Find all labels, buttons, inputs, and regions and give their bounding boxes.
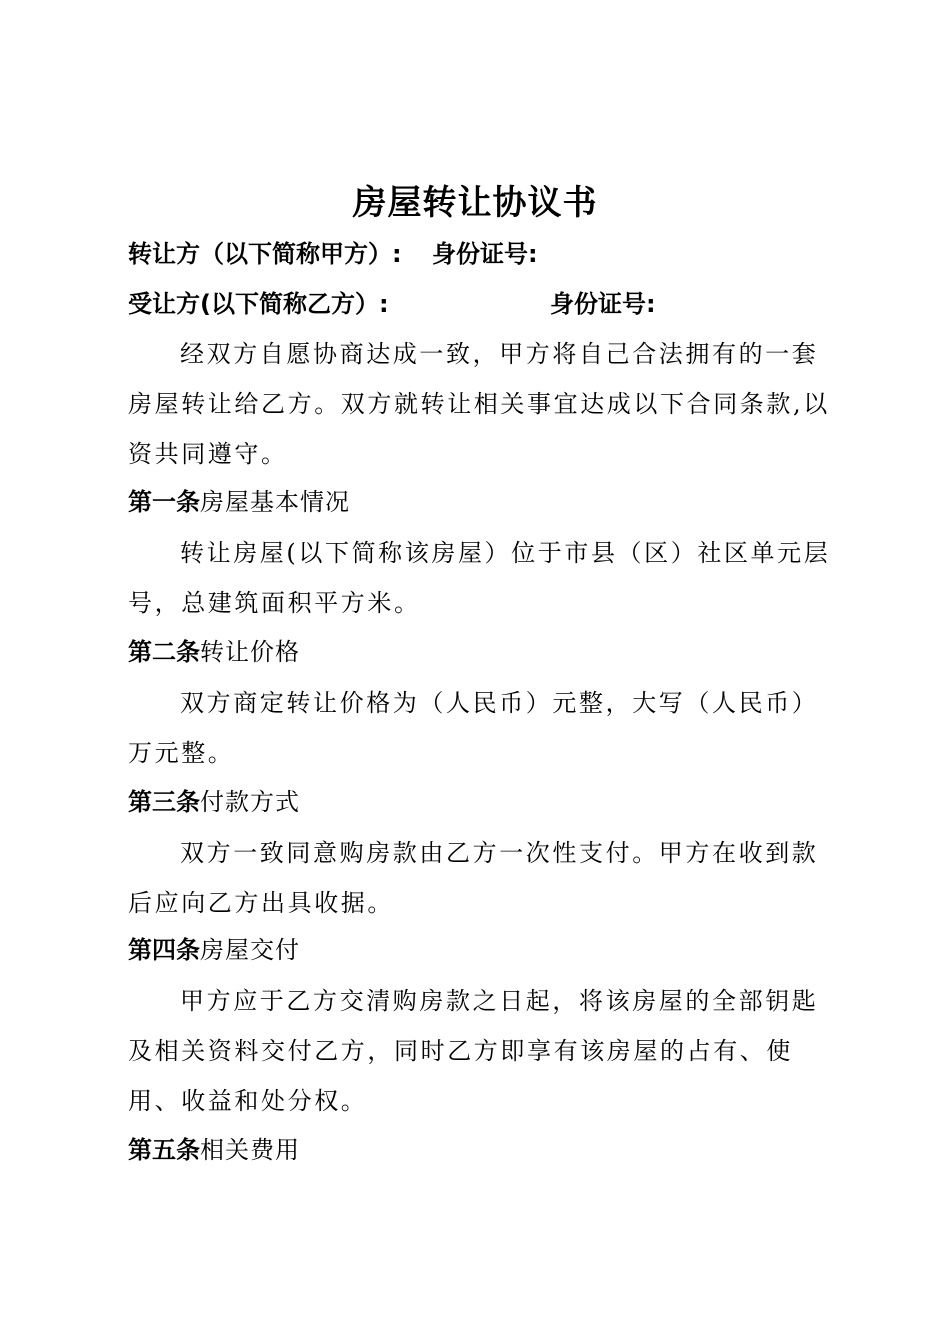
- article-3-body: 双方一致同意购房款由乙方一次性支付。甲方在收到款后应向乙方出具收据。: [128, 839, 819, 917]
- article-1-body: 转让房屋(以下简称该房屋）位于市县（区）社区单元层号，总建筑面积平方米。: [128, 539, 831, 617]
- article-2-title: 转让价格: [200, 638, 300, 666]
- article-3-heading: [128, 784, 300, 820]
- transferee-label: 受让方(以下简称乙方）:: [128, 290, 389, 318]
- transferee-id-label: 身份证号:: [550, 290, 656, 318]
- transferor-id-label: 身份证号:: [432, 240, 538, 268]
- article-2-heading: [128, 634, 300, 670]
- article-4-body: 甲方应于乙方交清购房款之日起，将该房屋的全部钥匙及相关资料交付乙方，同时乙方即享有该房屋的占有、使用、收益和处分权。: [128, 987, 819, 1115]
- article-3-number: 第三条: [128, 788, 200, 816]
- article-4-title: 房屋交付: [200, 936, 300, 964]
- transferee-line: [128, 286, 656, 322]
- article-2-number: 第二条: [128, 638, 200, 666]
- document-title: 房屋转让协议书: [352, 183, 598, 223]
- article-3-title: 付款方式: [200, 788, 300, 816]
- article-1-number: 第一条: [128, 488, 200, 516]
- intro-paragraph: 经双方自愿协商达成一致，甲方将自己合法拥有的一套房屋转让给乙方。双方就转让相关事宜达成以下合同条款,以资共同遵守。: [128, 340, 830, 468]
- article-4-number: 第四条: [128, 936, 200, 964]
- article-5-heading: [128, 1132, 300, 1168]
- article-5-title: 相关费用: [200, 1136, 300, 1164]
- transferor-line: [128, 236, 538, 272]
- article-5-number: 第五条: [128, 1136, 200, 1164]
- article-4-heading: [128, 932, 300, 968]
- article-2-body: 双方商定转让价格为（人民币）元整，大写（人民币）万元整。: [128, 689, 819, 767]
- article-1-title: 房屋基本情况: [200, 488, 350, 516]
- transferor-label: 转让方（以下简称甲方）:: [128, 240, 402, 268]
- article-1-heading: [128, 484, 350, 520]
